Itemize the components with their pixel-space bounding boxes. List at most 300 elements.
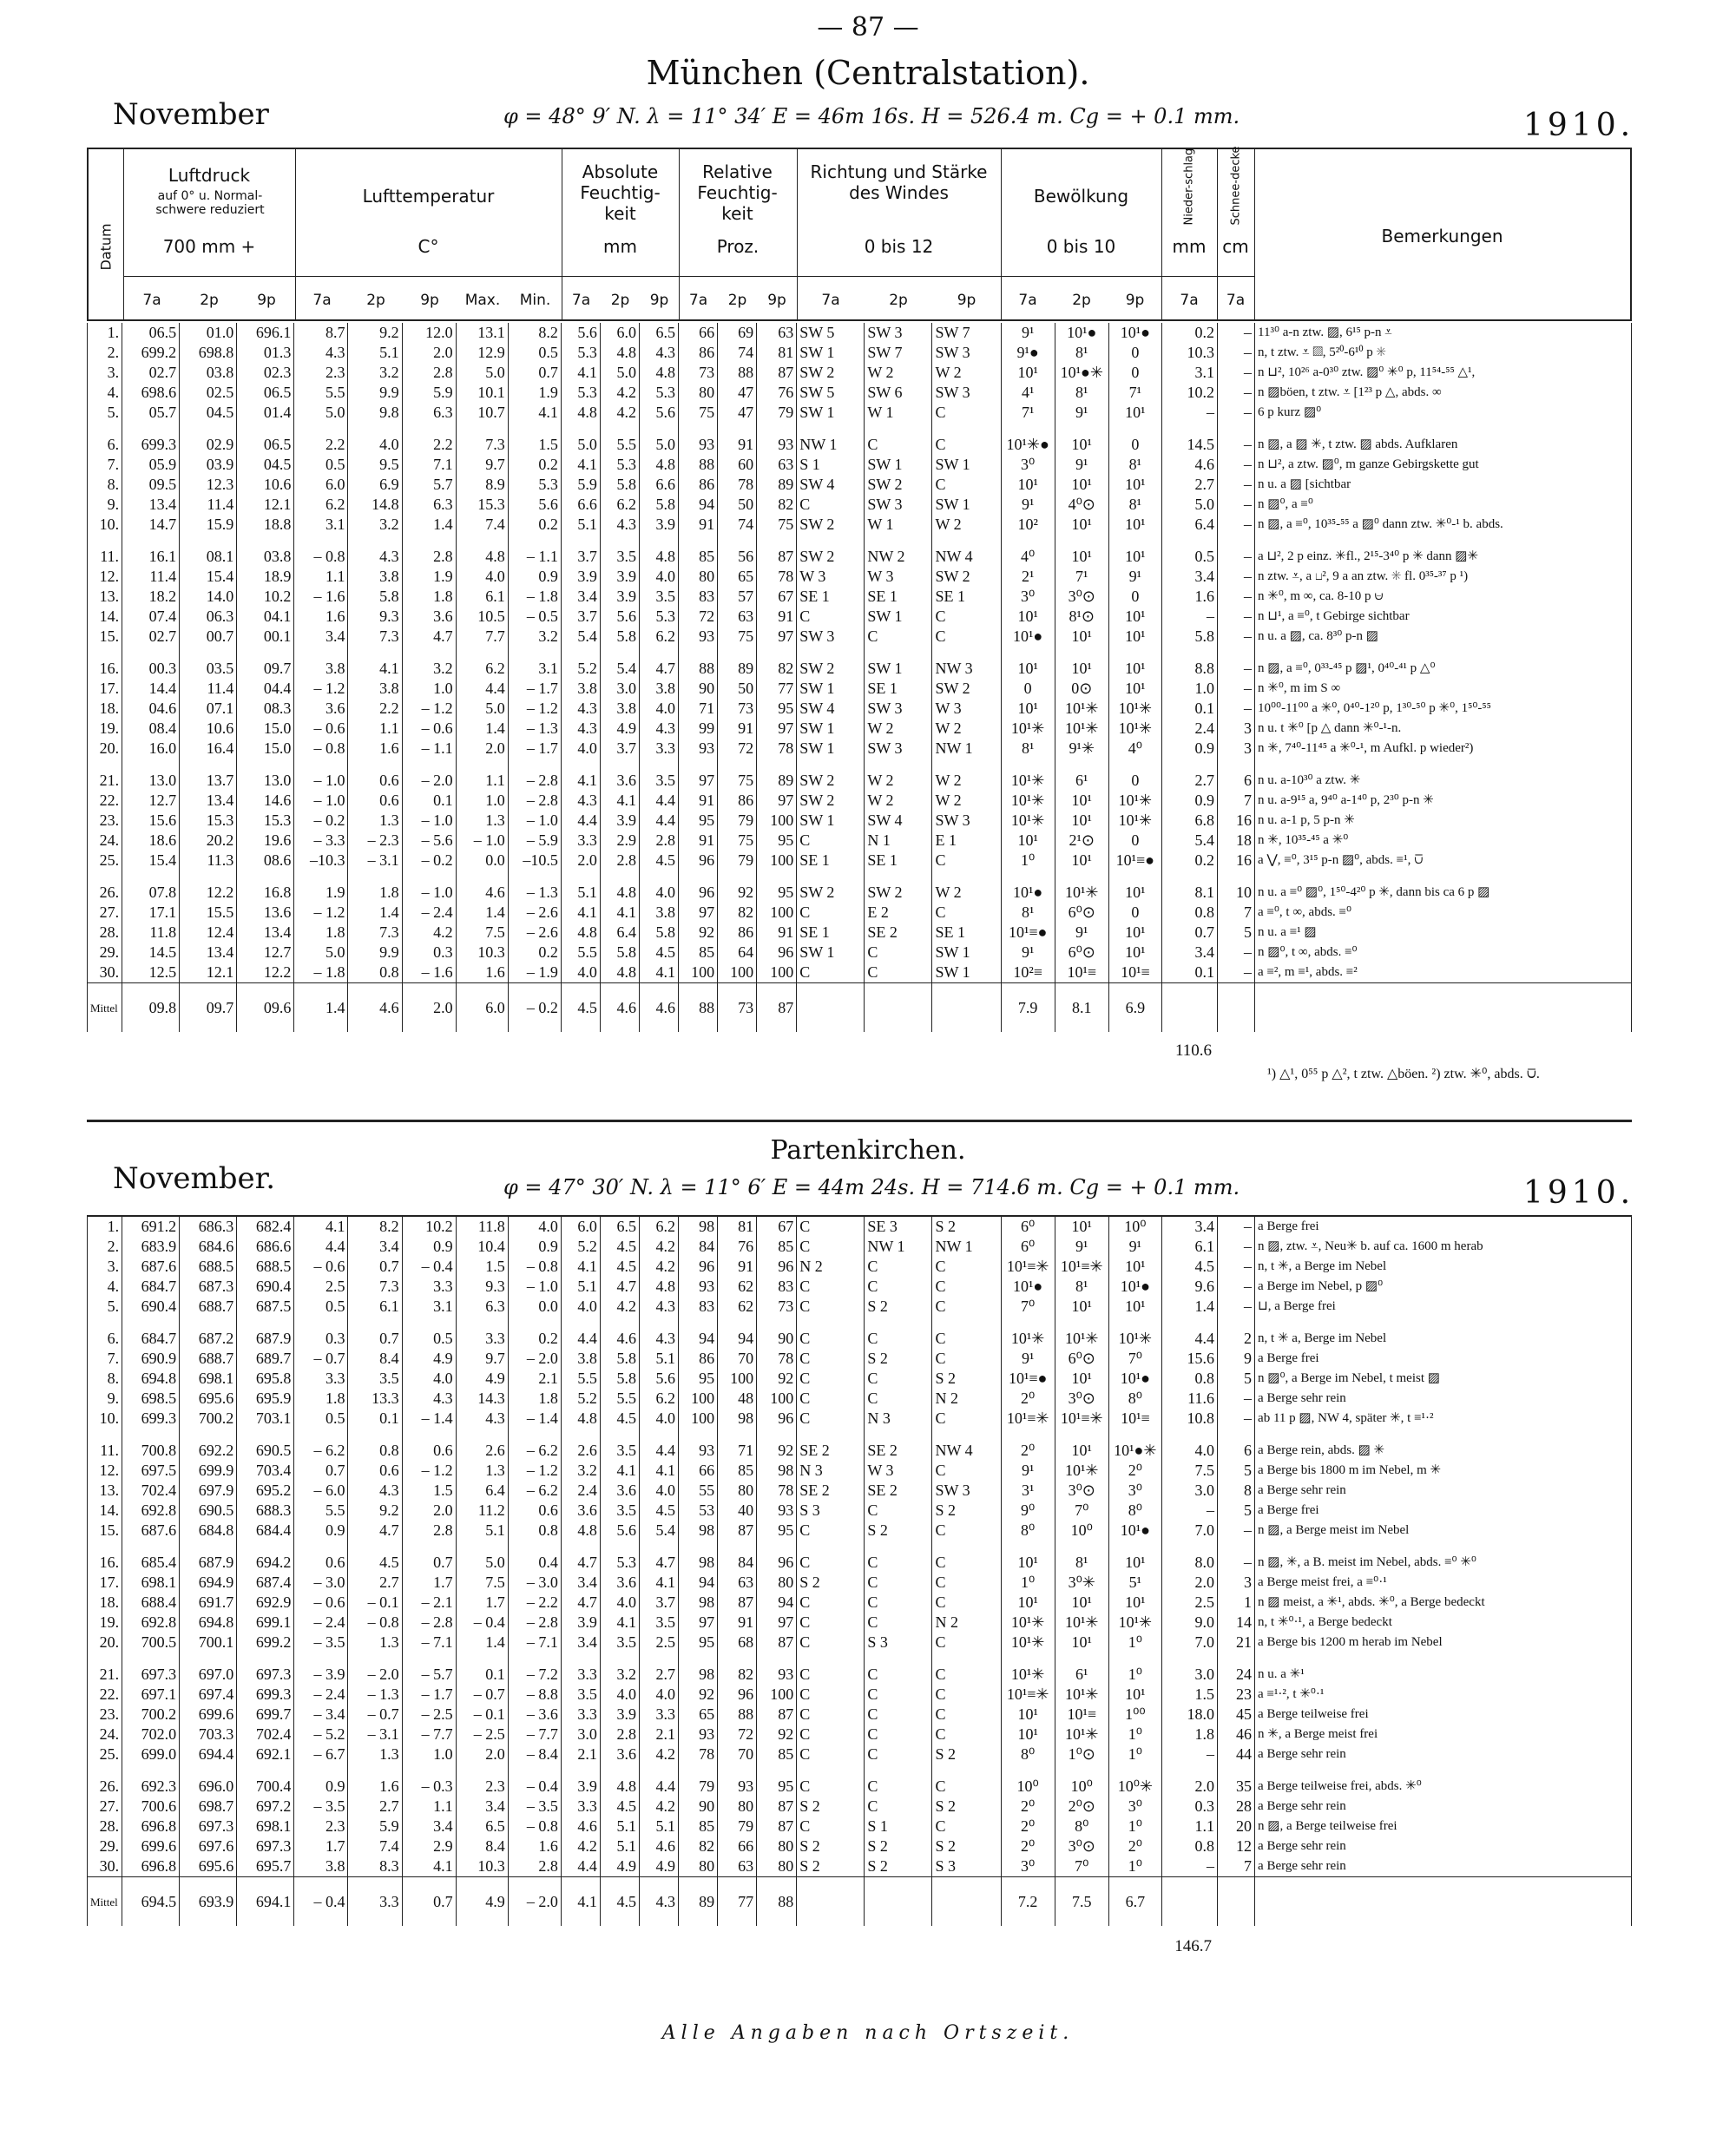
table-cell: C — [865, 1593, 932, 1613]
table-cell: – 0.4 — [456, 1613, 508, 1633]
table-cell: C — [797, 1705, 865, 1725]
table-cell: 4.8 — [639, 455, 678, 475]
mittel-cell: 73 — [718, 983, 757, 1033]
table-cell: 0 — [1108, 903, 1161, 923]
table-cell: 83 — [679, 1297, 718, 1317]
table-cell: 3.6 — [600, 1481, 639, 1501]
mittel-cell: 7.9 — [1001, 983, 1055, 1033]
table-cell: W 2 — [865, 719, 932, 739]
table-cell: 8⁰ — [1001, 1744, 1055, 1764]
table-cell: 96 — [757, 943, 797, 963]
table-row — [88, 383, 1632, 403]
table-cell: n ▨⁰, t ∞, abds. ≡⁰ — [1255, 943, 1632, 963]
table-cell: 4.0 — [561, 739, 600, 759]
table-cell: 8.8 — [1161, 659, 1217, 679]
table-cell: 05.7 — [122, 403, 180, 423]
table-cell: 690.4 — [122, 1297, 180, 1317]
table-cell: – — [1161, 403, 1217, 423]
table-cell: 96 — [679, 851, 718, 871]
table-cell: 3.9 — [639, 515, 678, 535]
table-cell: 85 — [679, 547, 718, 567]
table-cell: 8¹⊙ — [1055, 607, 1108, 627]
table-cell: 698.8 — [180, 343, 237, 363]
table-cell: 05.9 — [122, 455, 180, 475]
table-cell: 72 — [718, 739, 757, 759]
table-cell: 30. — [88, 963, 122, 983]
table-cell: 10¹✳ — [1055, 1725, 1108, 1744]
table-cell: 3⁰⊙ — [1055, 1836, 1108, 1856]
table-cell: 688.5 — [180, 1257, 237, 1277]
table-cell: 13.7 — [180, 771, 237, 791]
table-cell: 6.4 — [600, 923, 639, 943]
table-cell: 1.3 — [456, 811, 508, 831]
table-cell: n ▨, a Berge teilweise frei — [1255, 1817, 1632, 1836]
table-cell: 691.2 — [122, 1216, 180, 1237]
table-row — [88, 1521, 1632, 1541]
table-cell: 81 — [718, 1216, 757, 1237]
table-cell: 86 — [718, 923, 757, 943]
table-cell: 692.1 — [237, 1744, 294, 1764]
table-cell: – 2.8 — [508, 791, 561, 811]
table-row — [88, 1573, 1632, 1593]
header-luftdruck-unit: 700 mm + — [162, 236, 256, 257]
table-cell: 93 — [679, 739, 718, 759]
table-cell: 87 — [757, 1633, 797, 1652]
table-cell: 3.6 — [294, 699, 348, 719]
table-cell: 3.0 — [1161, 1481, 1217, 1501]
table-cell: 6.0 — [294, 475, 348, 495]
table-cell: 14.3 — [456, 1389, 508, 1409]
table-cell: 8.1 — [1161, 883, 1217, 903]
table-cell: – 7.7 — [508, 1725, 561, 1744]
table-row — [88, 1593, 1632, 1613]
table-cell: 1.5 — [1161, 1685, 1217, 1705]
table-cell: W 2 — [932, 771, 1001, 791]
table-cell: n u. a-10³⁰ a ztw. ✳ — [1255, 771, 1632, 791]
table-cell: 14.7 — [122, 515, 180, 535]
table-cell: 98 — [718, 1409, 757, 1429]
table-cell: 10¹ — [1055, 1633, 1108, 1652]
table-cell: S 2 — [865, 1349, 932, 1369]
table-cell: 10¹✳ — [1001, 1633, 1055, 1652]
table-cell: 9¹ — [1055, 923, 1108, 943]
table-cell: 6.1 — [1161, 1237, 1217, 1257]
table-cell: 10¹ — [1055, 659, 1108, 679]
table-cell: 13.4 — [122, 495, 180, 515]
table-cell: 4.0 — [402, 1369, 456, 1389]
table-cell: 1.6 — [294, 607, 348, 627]
table-cell: 0 — [1108, 343, 1161, 363]
table-cell: 1.7 — [402, 1573, 456, 1593]
table-cell: 688.7 — [180, 1297, 237, 1317]
table-cell: a Berge frei — [1255, 1216, 1632, 1237]
mittel-cell: 87 — [757, 983, 797, 1033]
table-cell: 07.1 — [180, 699, 237, 719]
table-cell: SE 2 — [865, 1441, 932, 1461]
table-cell: 04.6 — [122, 699, 180, 719]
table-cell: 18 — [1217, 831, 1254, 851]
table-cell: – — [1217, 455, 1254, 475]
station-title-muenchen: München (Centralstation). — [646, 54, 1090, 92]
table-cell: 12.1 — [237, 495, 294, 515]
table-cell: 0.4 — [508, 1553, 561, 1573]
table-cell: 8¹ — [1055, 343, 1108, 363]
table-cell: 687.5 — [237, 1297, 294, 1317]
table-cell: – 6.7 — [294, 1744, 348, 1764]
month-label-2: November. — [113, 1161, 275, 1196]
table-cell: 0.3 — [402, 943, 456, 963]
table-cell: 95 — [757, 831, 797, 851]
table-cell: 3.3 — [639, 1705, 678, 1725]
table-cell: 93 — [679, 1441, 718, 1461]
table-cell: ⊔, a Berge frei — [1255, 1297, 1632, 1317]
table-cell: 6.1 — [348, 1297, 402, 1317]
table-cell: 14.0 — [180, 587, 237, 607]
table-cell: SW 3 — [932, 1481, 1001, 1501]
table-cell: n ztw. ⩡, a ⊔², 9 a an ztw. ✳ fl. 0³⁵-³⁷ p ¹) — [1255, 567, 1632, 587]
table-cell: 93 — [757, 1501, 797, 1521]
table-cell: 18. — [88, 699, 122, 719]
table-cell: NW 1 — [932, 1237, 1001, 1257]
mittel-row — [88, 983, 1632, 1033]
table-cell: 01.4 — [237, 403, 294, 423]
footer-note: Alle Angaben nach Ortszeit. — [661, 2022, 1075, 2044]
table-cell: 10²≡ — [1001, 963, 1055, 983]
table-cell: 10¹● — [1055, 323, 1108, 343]
table-cell: S 2 — [797, 1573, 865, 1593]
table-cell: 0.2 — [1161, 323, 1217, 343]
table-cell: 10¹ — [1055, 1593, 1108, 1613]
table-cell: – 1.7 — [508, 679, 561, 699]
table-cell: 10¹≡● — [1108, 851, 1161, 871]
table-cell: 4.3 — [348, 547, 402, 567]
table-cell: 62 — [718, 1297, 757, 1317]
mittel-row — [88, 1877, 1632, 1927]
table-cell: 62 — [718, 1277, 757, 1297]
table-cell: 3.4 — [561, 587, 600, 607]
header-niederschlag: Nieder-schlag — [1182, 148, 1196, 226]
table-cell: – 1.1 — [402, 739, 456, 759]
table-cell: 53 — [679, 1501, 718, 1521]
table-cell: 91 — [679, 515, 718, 535]
table-row — [88, 1501, 1632, 1521]
table-cell: 56 — [718, 547, 757, 567]
table-cell: 9¹ — [1108, 1237, 1161, 1257]
mittel-cell: 4.1 — [561, 1877, 600, 1927]
table-cell: 699.6 — [180, 1705, 237, 1725]
table-cell: n ▨, a ≡⁰, 10³⁵-⁵⁵ a ▨⁰ dann ztw. ✳⁰-¹ b. abds. — [1255, 515, 1632, 535]
table-cell: 95 — [757, 883, 797, 903]
table-cell: 687.3 — [180, 1277, 237, 1297]
table-cell: – 0.7 — [294, 1349, 348, 1369]
table-cell: 4.2 — [639, 1797, 678, 1817]
table-cell: 696.0 — [180, 1777, 237, 1797]
table-cell: – 7.7 — [402, 1725, 456, 1744]
table-cell: 3.8 — [294, 659, 348, 679]
table-cell: 26. — [88, 1777, 122, 1797]
table-cell: 20 — [1217, 1817, 1254, 1836]
table-cell: 5. — [88, 1297, 122, 1317]
table-cell: – 0.4 — [508, 1777, 561, 1797]
table-cell: 10.4 — [456, 1237, 508, 1257]
table-cell: 694.9 — [180, 1573, 237, 1593]
table-cell: 4.8 — [600, 883, 639, 903]
table-cell: 95 — [679, 1633, 718, 1652]
table-row — [88, 791, 1632, 811]
table-cell: C — [932, 1409, 1001, 1429]
table-cell: 23. — [88, 811, 122, 831]
table-cell: 10¹≡✳ — [1055, 1257, 1108, 1277]
table-cell: 08.3 — [237, 699, 294, 719]
table-cell: W 3 — [865, 1461, 932, 1481]
table-partenkirchen — [87, 1215, 1632, 1926]
table-cell: 0 — [1108, 363, 1161, 383]
table-cell: C — [797, 1633, 865, 1652]
table-cell: 02.7 — [122, 363, 180, 383]
table-cell: 4.3 — [639, 719, 678, 739]
table-cell: 3.8 — [639, 903, 678, 923]
table-cell: 4.1 — [639, 1573, 678, 1593]
table-cell: 5.0 — [600, 363, 639, 383]
table-cell: 3.9 — [600, 587, 639, 607]
table-cell: 2.2 — [402, 435, 456, 455]
table-cell: 8¹ — [1055, 1553, 1108, 1573]
table-cell: C — [797, 1553, 865, 1573]
table-cell: – 3.9 — [294, 1665, 348, 1685]
table-cell: 97 — [757, 627, 797, 647]
table-cell: 18.8 — [237, 515, 294, 535]
table-cell: 697.9 — [180, 1481, 237, 1501]
table-cell: – 0.6 — [402, 719, 456, 739]
table-cell: – 1.9 — [508, 963, 561, 983]
table-cell: 10⁰ — [1055, 1521, 1108, 1541]
table-cell: 1.3 — [348, 1633, 402, 1652]
header-lufttemperatur: Lufttemperatur — [362, 186, 495, 207]
table-cell: 0 — [1108, 435, 1161, 455]
table-cell: 4.2 — [639, 1744, 678, 1764]
table-cell: 1.1 — [294, 567, 348, 587]
table-cell: 8.2 — [348, 1216, 402, 1237]
table-cell: 6⁰⊙ — [1055, 943, 1108, 963]
table-row — [88, 547, 1632, 567]
table-cell: 5.3 — [600, 1553, 639, 1573]
table-cell: SE 3 — [865, 1216, 932, 1237]
table-cell: 8.9 — [456, 475, 508, 495]
table-cell: 13.4 — [180, 791, 237, 811]
table-cell: 65 — [718, 567, 757, 587]
table-cell: 4.1 — [600, 903, 639, 923]
table-cell: 89 — [757, 475, 797, 495]
table-cell: 4.8 — [639, 547, 678, 567]
table-cell: 1.4 — [402, 515, 456, 535]
table-cell: C — [865, 1744, 932, 1764]
table-cell: 10¹ — [1001, 1705, 1055, 1725]
table-cell: 10¹ — [1001, 659, 1055, 679]
table-cell: 1.0 — [1161, 679, 1217, 699]
table-cell: a Berge sehr rein — [1255, 1836, 1632, 1856]
table-cell: 8¹ — [1055, 1277, 1108, 1297]
table-cell: 1.0 — [456, 791, 508, 811]
mittel-cell: Mittel — [88, 983, 122, 1033]
table-cell: 67 — [757, 587, 797, 607]
subhead-s-7a: 7a — [1226, 292, 1246, 309]
table-cell: SW 1 — [932, 963, 1001, 983]
table-cell: – 1.2 — [508, 699, 561, 719]
table-cell: 0.6 — [348, 1461, 402, 1481]
table-cell: 4.5 — [600, 1409, 639, 1429]
table-cell: 2⁰ — [1001, 1817, 1055, 1836]
table-cell: 6.1 — [456, 587, 508, 607]
table-cell: 89 — [718, 659, 757, 679]
table-cell: 4.0 — [456, 567, 508, 587]
table-cell: 1⁰ — [1108, 1725, 1161, 1744]
table-cell: 73 — [679, 363, 718, 383]
table-cell: 5.1 — [639, 1349, 678, 1369]
table-cell: 98 — [679, 1521, 718, 1541]
table-cell: 24. — [88, 1725, 122, 1744]
table-cell: 85 — [679, 943, 718, 963]
table-cell: 85 — [757, 1744, 797, 1764]
table-cell: 75 — [718, 831, 757, 851]
table-cell: SW 1 — [932, 495, 1001, 515]
table-cell: E 1 — [932, 831, 1001, 851]
table-row — [88, 1349, 1632, 1369]
table-cell: 699.2 — [122, 343, 180, 363]
table-cell: 11.4 — [180, 679, 237, 699]
table-cell: – 0.8 — [294, 547, 348, 567]
table-cell: 89 — [757, 771, 797, 791]
table-cell: a Berge bis 1800 m im Nebel, m ✳ — [1255, 1461, 1632, 1481]
table-cell: 10¹ — [1055, 1441, 1108, 1461]
table-cell: 699.9 — [180, 1461, 237, 1481]
table-cell: 7¹ — [1108, 383, 1161, 403]
table-cell: 95 — [757, 1521, 797, 1541]
table-cell: 2.8 — [402, 363, 456, 383]
table-cell: – 0.2 — [294, 811, 348, 831]
table-cell: 2.4 — [561, 1481, 600, 1501]
table-cell: 10¹✳ — [1001, 719, 1055, 739]
table-cell: 4.6 — [561, 1817, 600, 1836]
table-cell: 10¹ — [1055, 627, 1108, 647]
table-cell: 1.3 — [456, 1461, 508, 1481]
table-cell: 7.0 — [1161, 1521, 1217, 1541]
table-cell: 5.3 — [561, 343, 600, 363]
table-cell: – 1.0 — [508, 1277, 561, 1297]
table-cell: 5.9 — [561, 475, 600, 495]
table-cell: C — [797, 1665, 865, 1685]
table-cell: – 0.7 — [456, 1685, 508, 1705]
table-row — [88, 1237, 1632, 1257]
table-cell: 10¹ — [1055, 435, 1108, 455]
table-cell: SW 1 — [932, 455, 1001, 475]
table-cell: S 1 — [865, 1817, 932, 1836]
table-cell: 10¹ — [1108, 1297, 1161, 1317]
table-cell: 92 — [757, 1369, 797, 1389]
table-cell: 96 — [757, 1409, 797, 1429]
table-cell: 77 — [757, 679, 797, 699]
table-cell: 27. — [88, 1797, 122, 1817]
table-cell: 74 — [718, 515, 757, 535]
table-cell: – — [1217, 495, 1254, 515]
table-cell: 10¹● — [1108, 1369, 1161, 1389]
table-cell: 1.9 — [294, 883, 348, 903]
table-cell: 11.4 — [180, 495, 237, 515]
table-cell: 10¹ — [1108, 659, 1161, 679]
table-cell: 10¹ — [1108, 1257, 1161, 1277]
table-cell: 9¹ — [1001, 323, 1055, 343]
table-cell: 5.6 — [600, 607, 639, 627]
table-cell: C — [865, 1329, 932, 1349]
table-cell: 4.4 — [639, 1777, 678, 1797]
table-cell: 10¹✳ — [1055, 1461, 1108, 1481]
table-cell: 5.2 — [561, 659, 600, 679]
table-cell: C — [797, 1297, 865, 1317]
table-cell: 2.6 — [561, 1441, 600, 1461]
mittel-cell: – 0.2 — [508, 983, 561, 1033]
table-cell: 694.2 — [237, 1553, 294, 1573]
table-cell: 12.3 — [180, 475, 237, 495]
table-cell: C — [865, 1705, 932, 1725]
table-cell: – — [1217, 1389, 1254, 1409]
table-cell: 1.9 — [402, 567, 456, 587]
table-cell: 2¹ — [1001, 567, 1055, 587]
table-cell: 3.7 — [639, 1593, 678, 1613]
table-cell: 03.8 — [180, 363, 237, 383]
header-schnee-unit: cm — [1222, 236, 1249, 257]
table-cell: C — [865, 1277, 932, 1297]
table-cell: C — [797, 1369, 865, 1389]
table-cell: 88 — [718, 363, 757, 383]
table-row — [88, 1633, 1632, 1652]
table-cell: C — [932, 1593, 1001, 1613]
table-cell: C — [865, 943, 932, 963]
subhead-p-2p: 2p — [200, 292, 219, 309]
table-cell: 8 — [1217, 1481, 1254, 1501]
table-cell: 2.2 — [348, 699, 402, 719]
table-cell: 2.5 — [294, 1277, 348, 1297]
table-cell: 3.5 — [639, 771, 678, 791]
table-cell: 29. — [88, 943, 122, 963]
table-cell: 12.5 — [122, 963, 180, 983]
table-cell: 4.2 — [600, 1297, 639, 1317]
subhead-w-2p: 2p — [889, 292, 908, 309]
table-cell: 8¹ — [1001, 903, 1055, 923]
table-cell: 70 — [718, 1744, 757, 1764]
table-cell: 47 — [718, 403, 757, 423]
table-cell: C — [932, 903, 1001, 923]
table-cell: S 2 — [932, 1836, 1001, 1856]
table-cell: 1.4 — [1161, 1297, 1217, 1317]
table-cell: 5 — [1217, 1369, 1254, 1389]
table-cell: C — [932, 1553, 1001, 1573]
table-cell: 66 — [679, 1461, 718, 1481]
subhead-b-7a: 7a — [1018, 292, 1037, 309]
table-cell: 2.7 — [348, 1573, 402, 1593]
table-cell: 3.4 — [348, 1237, 402, 1257]
table-cell: 10¹ — [1055, 1297, 1108, 1317]
table-cell: – — [1217, 699, 1254, 719]
table-row — [88, 1216, 1632, 1237]
table-cell: 2.0 — [402, 1501, 456, 1521]
table-cell: 3.0 — [561, 1725, 600, 1744]
table-cell: 9¹ — [1001, 1349, 1055, 1369]
table-cell: 12.2 — [180, 883, 237, 903]
table-cell: n u. a ✳¹ — [1255, 1665, 1632, 1685]
table-cell: 12.7 — [237, 943, 294, 963]
table-cell: – 8.4 — [508, 1744, 561, 1764]
table-row — [88, 455, 1632, 475]
table-cell: W 3 — [932, 699, 1001, 719]
